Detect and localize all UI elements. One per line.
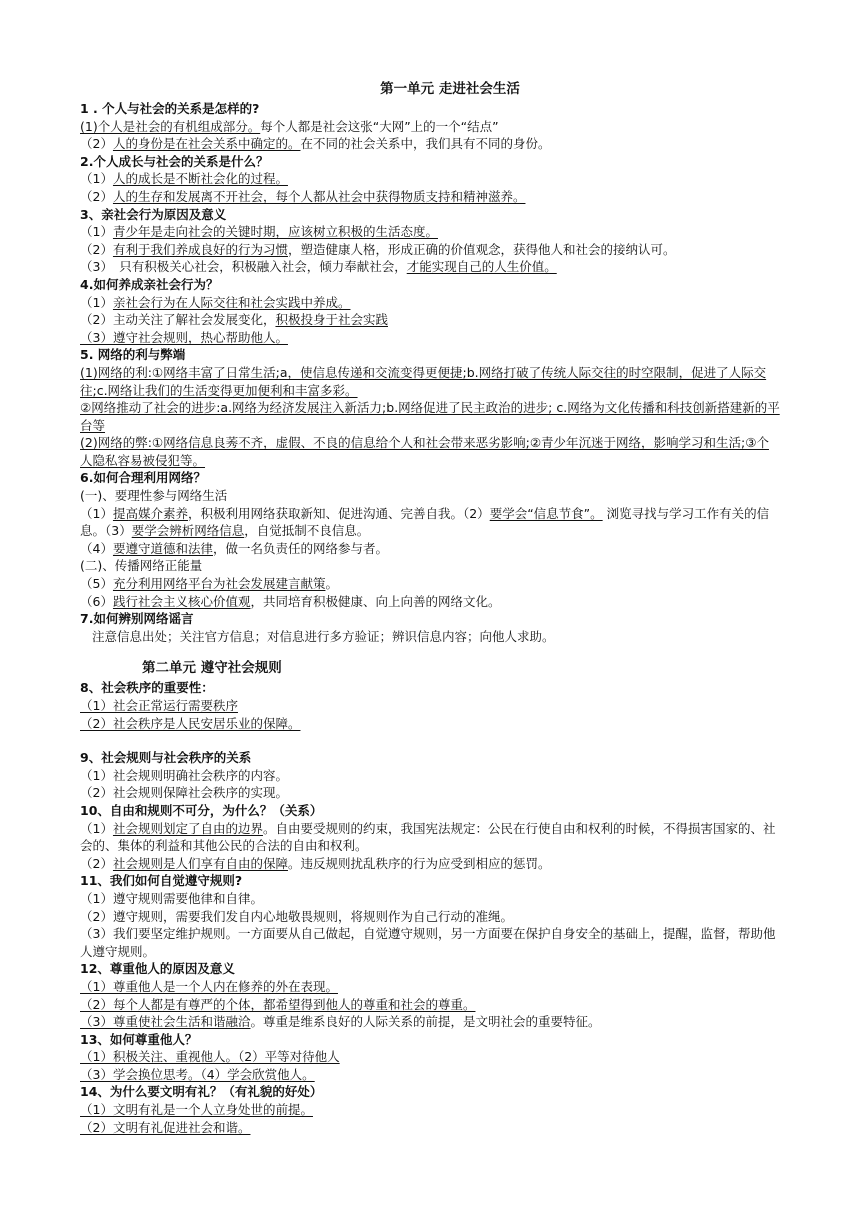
q4-line3: （3）遵守社会规则，热心帮助他人。: [80, 329, 288, 345]
q1-line1: (1)个人是社会的有机组成部分。每个人都是社会这张“大网”上的一个“结点”: [80, 118, 499, 134]
q5-title: 5. 网络的利与弊端: [80, 347, 186, 363]
q8-line2: （2）社会秩序是人民安居乐业的保障。: [80, 715, 301, 731]
q14-title: 14、为什么要文明有礼？（有礼貌的好处）: [80, 1084, 323, 1100]
q13-title: 13、如何尊重他人？: [80, 1031, 198, 1047]
q6-line3: （5）充分利用网络平台为社会发展建言献策。: [80, 576, 338, 592]
q5-line2: ②网络推动了社会的进步:a.网络为经济发展注入新活力;b.网络促进了民主政治的进步; c.网络为文化传播和科技创新搭建新的平台等: [80, 400, 780, 433]
q4-line2: （2）主动关注了解社会发展变化，积极投身于社会实践: [80, 312, 388, 328]
q11-title: 11、我们如何自觉遵守规则?: [80, 873, 243, 889]
q10-line1: （1）社会规则划定了自由的边界。自由要受规则的约束，我国宪法规定：公民在行使自由和权利的时候，不得损害国家的、社会的、集体的利益和其他公民的合法的自由和权利。: [80, 820, 776, 854]
q10-title: 10、自由和规则不可分，为什么？（关系）: [80, 802, 323, 818]
q6-section2: (二)、传播网络正能量: [80, 558, 203, 574]
q11-line1: （1）遵守规则需要他律和自律。: [80, 890, 263, 906]
q12-line3: （3）尊重使社会生活和谐融洽。尊重是维系良好的人际关系的前提，是文明社会的重要特征。: [80, 1014, 601, 1030]
q6-section1: (一)、要理性参与网络生活: [80, 488, 228, 504]
q3-line1: （1）青少年是走向社会的关键时期，应该树立积极的生活态度。: [80, 224, 438, 240]
q12-line1: （1）尊重他人是一个人内在修养的外在表现。: [80, 978, 338, 994]
q8-title: 8、社会秩序的重要性：: [80, 680, 214, 696]
q8-line1: （1）社会正常运行需要秩序: [80, 698, 238, 713]
spacer: [80, 732, 780, 749]
q9-title: 9、社会规则与社会秩序的关系: [80, 750, 252, 766]
q9-line2: （2）社会规则保障社会秩序的实现。: [80, 785, 288, 801]
q6-line4: （6）践行社会主义核心价值观，共同培育积极健康、向上向善的网络文化。: [80, 593, 501, 609]
unit2-title: 第二单元 遵守社会规则: [142, 660, 282, 677]
q1-title: 1 . 个人与社会的关系是怎样的?: [80, 101, 260, 116]
unit1-title: 第一单元 走进社会生活: [380, 81, 520, 97]
q7-line1: 注意信息出处；关注官方信息；对信息进行多方验证；辨识信息内容；向他人求助。: [92, 628, 555, 644]
q12-title: 12、尊重他人的原因及意义: [80, 961, 235, 977]
q2-line2: （2）人的生存和发展离不开社会，每个人都从社会中获得物质支持和精神滋养。: [80, 188, 526, 204]
q1-line2: （2）人的身份是在社会关系中确定的。在不同的社会关系中，我们具有不同的身份。: [80, 136, 551, 152]
q11-line2: （2）遵守规则，需要我们发自内心地敬畏规则，将规则作为自己行动的准绳。: [80, 908, 513, 924]
document-page: [80, 78, 780, 1136]
q3-title: 3、亲社会行为原因及意义: [80, 206, 227, 222]
q6-line2: （4）要遵守道德和法律，做一名负责任的网络参与者。: [80, 540, 388, 556]
q4-line1: （1）亲社会行为在人际交往和社会实践中养成。: [80, 294, 351, 310]
q9-line1: （1）社会规则明确社会秩序的内容。: [80, 767, 288, 783]
q5-line3: (2)网络的弊:①网络信息良莠不齐，虚假、不良的信息给个人和社会带来恶劣影响;②青少年沉迷于网络，影响学习和生活;③个人隐私容易被侵犯等。: [80, 435, 769, 468]
q3-line2: （2）有利于我们养成良好的行为习惯，塑造健康人格，形成正确的价值观念，获得他人和社会的接纳认可。: [80, 241, 676, 257]
q11-line3: （3）我们要坚定维护规则。一方面要从自己做起，自觉遵守规则，另一方面要在保护自身安全的基础上，提醒，监督，帮助他人遵守规则。: [80, 926, 776, 959]
q6-line1: （1）提高媒介素养，积极利用网络获取新知、促进沟通、完善自我。（2）要学会“信息节食”。 浏览寻找与学习工作有关的信息。（3）要学会辨析网络信息，自觉抵制不良信息。: [80, 505, 770, 539]
q12-line2: （2）每个人都是有尊严的个体，都希望得到他人的尊重和社会的尊重。: [80, 996, 476, 1012]
q5-line1: (1)网络的利:①网络丰富了日常生活;a，使信息传递和交流变得更便捷;b.网络打破了传统人际交往的时空限制，促进了人际交往;c.网络让我们的生活变得更加便利和丰富多彩。: [80, 364, 767, 398]
q13-line2: （3）学会换位思考。（4）学会欣赏他人。: [80, 1066, 315, 1082]
q13-line1: （1）积极关注、重视他人。（2）平等对待他人: [80, 1049, 340, 1065]
q2-line1: （1）人的成长是不断社会化的过程。: [80, 171, 288, 187]
q7-title: 7.如何辨别网络谣言: [80, 611, 194, 627]
q2-title: 2.个人成长与社会的关系是什么？: [80, 153, 269, 169]
q6-title: 6.如何合理利用网络？: [80, 470, 206, 486]
q14-line1: （1）文明有礼是一个人立身处世的前提。: [80, 1102, 313, 1118]
q10-line2: （2）社会规则是人们享有自由的保障。违反规则扰乱秩序的行为应受到相应的惩罚。: [80, 855, 551, 871]
q4-title: 4.如何养成亲社会行为？: [80, 276, 219, 292]
q14-line2: （2）文明有礼促进社会和谐。: [80, 1119, 251, 1135]
q3-line3: （3） 只有积极关心社会，积极融入社会，倾力奉献社会，才能实现自己的人生价值。: [80, 259, 557, 275]
